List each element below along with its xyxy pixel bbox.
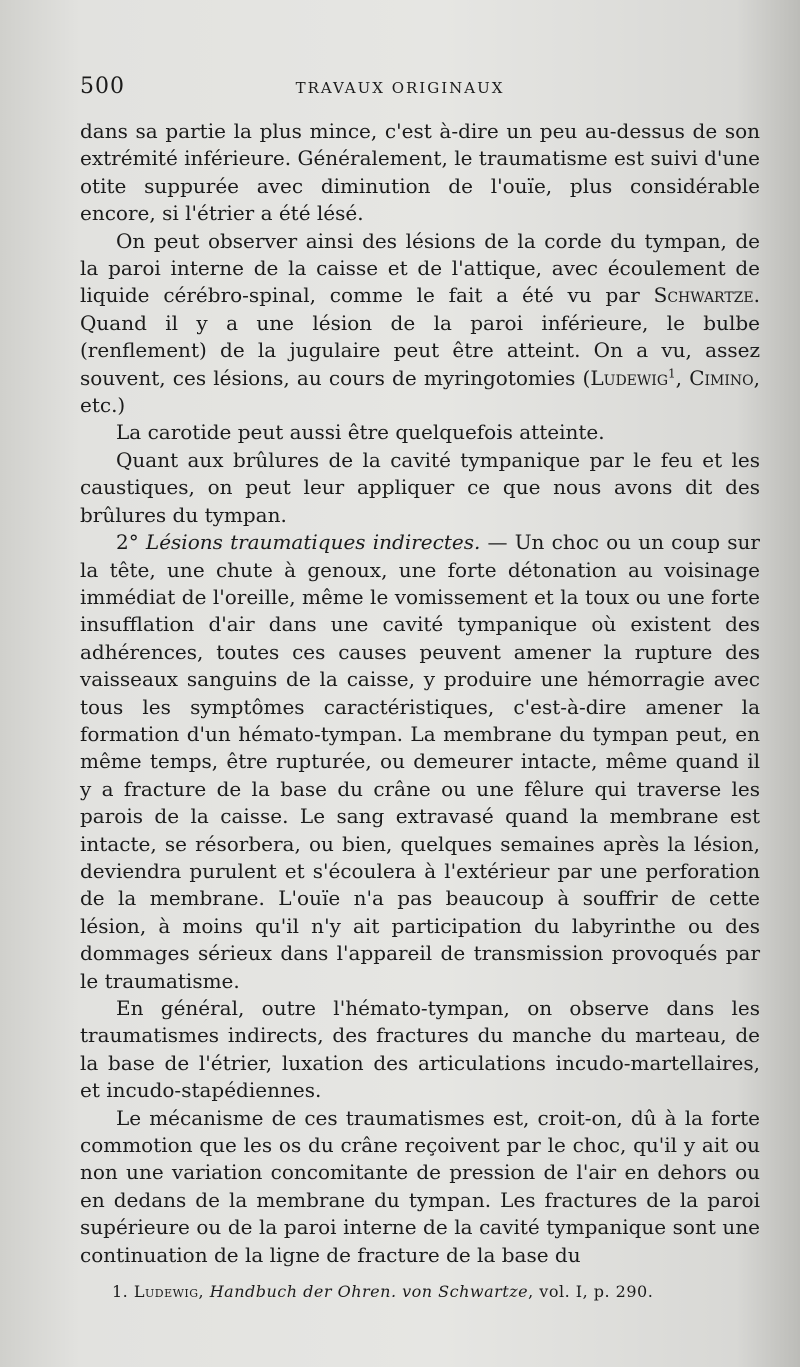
paragraph xyxy=(80,118,760,228)
paragraph xyxy=(80,447,760,529)
paragraph-text: . Quand il y a une lésion de la paroi inférieure, le bulbe (renflement) de la jugulaire peut être atteint. On a vu, assez souvent, ces lésions, au cours de myringotomies ( xyxy=(80,283,760,390)
page-header xyxy=(0,74,800,106)
paragraph-text: On peut observer ainsi des lésions de la corde du tympan, de la paroi interne de la caisse et de l'attique, avec écoulement de liquide cérébro-spinal, comme le fait a été vu par xyxy=(80,228,760,308)
paragraph-text: , etc.) xyxy=(80,365,761,418)
footnote-number: 1. xyxy=(112,1282,134,1301)
paragraph-text: En général, outre l'hémato-tympan, on observe dans les traumatismes indirects, des fractures du manche du marteau, de la base de l'étrier, luxation des articulations incudo-martellaires, et incudo-stapédiennes. xyxy=(80,996,760,1103)
paragraph xyxy=(80,1105,760,1269)
section-heading: Lésions traumatiques indirectes. xyxy=(145,530,481,555)
paragraph-text: , xyxy=(675,365,690,390)
footnote-text: , vol. I, p. 290. xyxy=(528,1282,654,1301)
paragraph xyxy=(80,529,760,995)
author-name: Cimino xyxy=(689,365,754,390)
paragraph xyxy=(80,419,760,446)
paragraph xyxy=(80,228,760,420)
footnote-author: Ludewig xyxy=(133,1282,199,1301)
paragraph-text: La carotide peut aussi être quelquefois atteinte. xyxy=(116,420,605,445)
footnote xyxy=(112,1282,752,1301)
footnote-text: , xyxy=(198,1282,210,1301)
footnote-marker: 1 xyxy=(668,366,676,380)
section-number: 2° xyxy=(116,530,146,555)
paragraph-text: dans sa partie la plus mince, c'est à-dire un peu au-dessus de son extrémité inférieure. Généralement, le traumatisme est suivi d'une otite suppurée avec diminution de l'ouïe, plus considérable encore, si l'étrier a été lésé. xyxy=(80,119,760,226)
paragraph-text: Quant aux brûlures de la cavité tympanique par le feu et les caustiques, on peut leur appliquer ce que nous avons dit des brûlures du tympan. xyxy=(80,447,760,527)
paragraph xyxy=(80,995,760,1105)
paragraph-text: — Un choc ou un coup sur la tête, une chute à genoux, une forte détonation au voisinage immédiat de l'oreille, même le vomissement et la toux ou une forte insufflation d'air dans une cavité tympanique où existent des adhérences, toutes ces causes peuvent amener la rupture des vaisseaux sanguins de la caisse, y produire une hémorragie avec tous les symptômes caractéristiques, c'est-à-dire amener la formation d'un hémato-tympan. La membrane du tympan peut, en même temps, être rupturée, ou demeurer intacte, même quand il y a fracture de la base du crâne ou une fêlure qui traverse les parois de la caisse. Le sang extravasé quand la membrane est intacte, se résorbera, ou bien, quelques semaines après la lésion, deviendra purulent et s'écoulera à l'extérieur par une perforation de la membrane. L'ouïe n'a pas beaucoup à souffrir de cette lésion, à moins qu'il n'y ait participation du labyrinthe ou des dommages sérieux dans l'appareil de transmission provoqués par le traumatisme. xyxy=(80,530,760,993)
footnote-title: Handbuch der Ohren. von Schwartze xyxy=(209,1282,529,1301)
author-name: Ludewig xyxy=(590,365,669,390)
body-text xyxy=(80,118,760,1269)
author-name: Schwartze xyxy=(653,283,754,308)
page-number: 500 xyxy=(80,74,125,99)
paragraph-text: Le mécanisme de ces traumatismes est, croit-on, dû à la forte commotion que les os du crâne reçoivent par le choc, qu'il y ait ou non une variation concomitante de pression de l'air en dehors ou en dedans de la membrane du tympan. Les fractures de la paroi supérieure ou de la paroi interne de la cavité tympanique sont une continuation de la ligne de fracture de la base du xyxy=(80,1105,760,1267)
running-head: TRAVAUX ORIGINAUX xyxy=(295,79,505,97)
